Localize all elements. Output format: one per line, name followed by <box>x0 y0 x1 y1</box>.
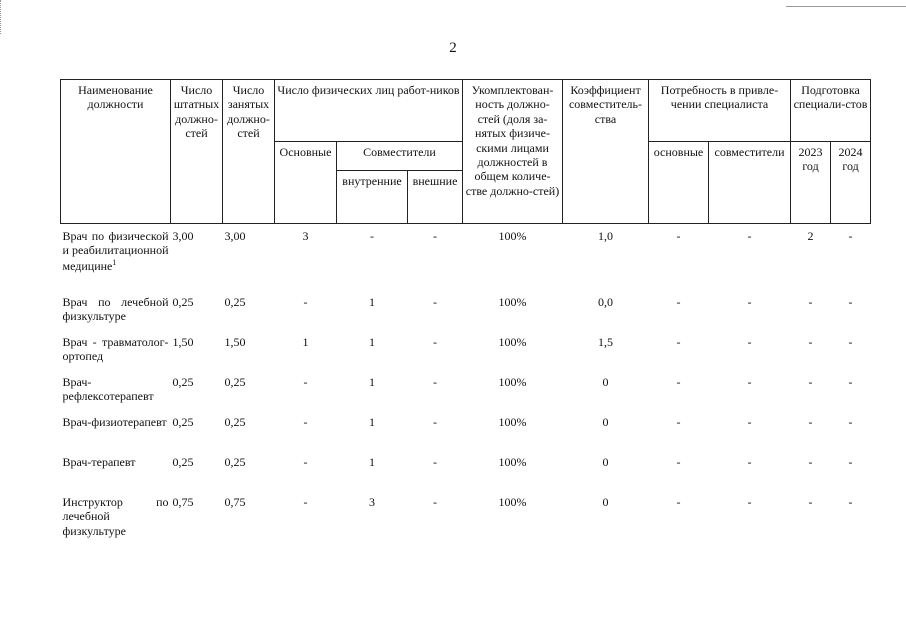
cell-internal: - <box>370 229 374 243</box>
cell-need-main: - <box>676 229 681 243</box>
cell-need-main: - <box>676 295 681 309</box>
table-row <box>61 335 871 375</box>
cell-2024: - <box>848 295 853 309</box>
header-main: Основные <box>275 142 337 224</box>
table-row <box>61 415 871 455</box>
cell-2024: - <box>848 335 853 349</box>
cell-need-part: - <box>747 375 752 389</box>
cell-need-part: - <box>747 335 752 349</box>
cell-staff: 0,75 <box>172 495 194 509</box>
cell-need-main: - <box>676 455 681 469</box>
cell-need-main: - <box>676 415 681 429</box>
cell-internal: 1 <box>369 335 375 349</box>
cell-occupied: 0,25 <box>224 415 246 429</box>
cell-staff: 0,25 <box>172 375 194 389</box>
cell-main: 3 <box>302 229 309 243</box>
header-need: Потребность в привле-чении специалиста <box>649 80 791 142</box>
cell-2023: 2 <box>807 229 814 243</box>
cell-position: Врач-физиотерапевт <box>62 415 167 429</box>
cell-staff: 0,25 <box>172 295 194 309</box>
cell-staff: 0,25 <box>172 455 194 469</box>
header-need-main: основные <box>649 142 709 224</box>
cell-main: - <box>303 415 308 429</box>
staffing-table <box>60 79 871 545</box>
cell-2024: - <box>848 495 853 509</box>
header-staff-positions: Число штатных должно-стей <box>171 80 223 224</box>
cell-2023: - <box>808 455 813 469</box>
cell-staffing: 100% <box>498 415 527 429</box>
cell-position: Врач-терапевт <box>62 455 136 469</box>
cell-staff: 0,25 <box>172 415 194 429</box>
cell-external: - <box>433 455 437 469</box>
cell-2023: - <box>808 495 813 509</box>
cell-position: Врач - травматолог-ортопед <box>62 335 169 364</box>
header-occupied-positions: Число занятых должно-стей <box>223 80 275 224</box>
cell-internal: 1 <box>369 415 375 429</box>
cell-ratio: 1,0 <box>598 229 613 243</box>
cell-position: Врач-рефлексотерапевт <box>62 375 154 404</box>
cell-staff: 1,50 <box>172 335 194 349</box>
cell-need-part: - <box>747 415 752 429</box>
cell-2024: - <box>848 375 853 389</box>
scan-top-rule <box>786 6 906 7</box>
cell-position: Врач по лечебной физкультуре <box>62 295 169 324</box>
header-training: Подготовка специали-стов <box>791 80 871 142</box>
table-row <box>61 224 871 296</box>
cell-need-part: - <box>747 229 752 243</box>
header-part-timers: Совместители <box>337 142 463 171</box>
cell-staffing: 100% <box>498 375 527 389</box>
cell-ratio: 0 <box>602 375 609 389</box>
cell-staffing: 100% <box>498 229 527 243</box>
cell-need-part: - <box>747 455 752 469</box>
cell-staffing: 100% <box>498 455 527 469</box>
cell-internal: 3 <box>369 495 375 509</box>
table-row <box>61 375 871 415</box>
scan-margin-mark <box>0 0 3 34</box>
cell-external: - <box>433 229 437 243</box>
cell-main: - <box>303 455 308 469</box>
cell-internal: 1 <box>369 455 375 469</box>
cell-occupied: 0,25 <box>224 375 246 389</box>
cell-ratio: 1,5 <box>598 335 613 349</box>
header-year-2023: 2023 год <box>791 142 831 224</box>
cell-need-main: - <box>676 335 681 349</box>
cell-staffing: 100% <box>498 495 527 509</box>
cell-external: - <box>433 495 437 509</box>
cell-ratio: 0 <box>602 455 609 469</box>
cell-position: Инструктор по лечебной физкультуре <box>62 495 169 538</box>
table-row <box>61 495 871 545</box>
header-physical-persons: Число физических лиц работ-ников <box>275 80 463 142</box>
cell-main: 1 <box>302 335 309 349</box>
cell-main: - <box>303 495 308 509</box>
cell-staff: 3,00 <box>172 229 194 243</box>
cell-occupied: 3,00 <box>224 229 246 243</box>
header-external: внешние <box>408 170 463 223</box>
cell-need-part: - <box>747 295 752 309</box>
cell-staffing: 100% <box>498 295 527 309</box>
cell-internal: 1 <box>369 295 375 309</box>
header-staffing-level: Укомплектован-ность должно-стей (доля за-нятых физиче-скими лицами должностей в общем количе-стве должно-стей) <box>463 80 563 224</box>
table-row <box>61 295 871 335</box>
cell-occupied: 0,25 <box>224 455 246 469</box>
cell-2024: - <box>848 229 853 243</box>
cell-internal: 1 <box>369 375 375 389</box>
page-number: 2 <box>449 40 457 56</box>
table-row <box>61 455 871 495</box>
header-row-1 <box>61 80 871 142</box>
cell-2023: - <box>808 415 813 429</box>
cell-occupied: 0,75 <box>224 495 246 509</box>
cell-occupied: 1,50 <box>224 335 246 349</box>
cell-external: - <box>433 295 437 309</box>
header-need-part: совместители <box>709 142 791 224</box>
cell-position: Врач по физической и реабилитационной медицине$^1$ <box>62 229 169 273</box>
cell-2023: - <box>808 375 813 389</box>
cell-ratio: 0,0 <box>598 295 613 309</box>
cell-2024: - <box>848 455 853 469</box>
header-internal: внутренние <box>337 170 408 223</box>
cell-staffing: 100% <box>498 335 527 349</box>
cell-2023: - <box>808 335 813 349</box>
header-part-time-ratio: Коэффициент совместитель-ства <box>563 80 649 224</box>
cell-need-main: - <box>676 375 681 389</box>
cell-need-part: - <box>747 495 752 509</box>
cell-main: - <box>303 295 308 309</box>
cell-occupied: 0,25 <box>224 295 246 309</box>
cell-2024: - <box>848 415 853 429</box>
header-year-2024: 2024 год <box>831 142 871 224</box>
cell-external: - <box>433 375 437 389</box>
cell-2023: - <box>808 295 813 309</box>
cell-main: - <box>303 375 308 389</box>
footnote-marker: 1 <box>112 257 117 267</box>
cell-ratio: 0 <box>602 495 609 509</box>
header-position: Наименование должности <box>61 80 171 224</box>
cell-ratio: 0 <box>602 415 609 429</box>
cell-need-main: - <box>676 495 681 509</box>
cell-external: - <box>433 415 437 429</box>
cell-external: - <box>433 335 437 349</box>
